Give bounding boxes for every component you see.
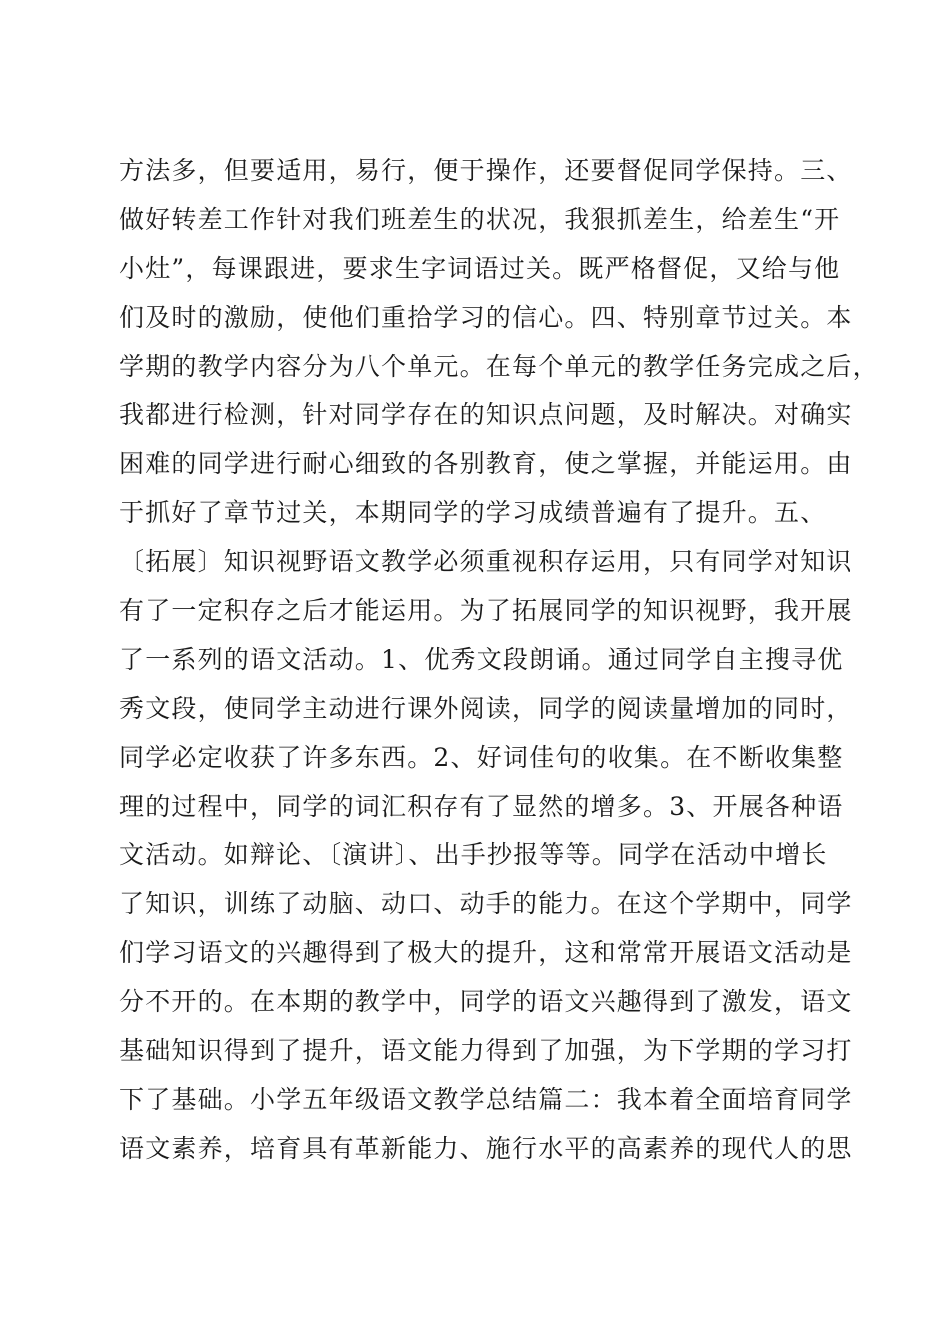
- text-line: 文活动。如辩论、〔演讲〕、出手抄报等等。同学在活动中增长: [119, 840, 828, 870]
- text-line: 〔拓展〕知识视野语文教学必须重视积存运用，只有同学对知识: [119, 547, 853, 577]
- text-line: 学期的教学内容分为八个单元。在每个单元的教学任务完成之后，: [119, 351, 879, 381]
- text-line: 同学必定收获了许多东西。2、好词佳句的收集。在不断收集整: [119, 742, 844, 772]
- text-line: 语文素养，培育具有革新能力、施行水平的高素养的现代人的思: [119, 1133, 853, 1163]
- text-line: 困难的同学进行耐心细致的各别教育，使之掌握，并能运用。由: [119, 449, 853, 479]
- text-line: 们及时的激励，使他们重拾学习的信心。四、特别章节过关。本: [119, 302, 853, 332]
- text-line: 基础知识得到了提升，语文能力得到了加强，为下学期的学习打: [119, 1036, 853, 1066]
- body-text: [119, 147, 879, 1174]
- text-line: 了知识，训练了动脑、动口、动手的能力。在这个学期中，同学: [119, 889, 853, 919]
- text-line: 了一系列的语文活动。1、优秀文段朗诵。通过同学自主搜寻优: [119, 644, 844, 674]
- text-line: 秀文段，使同学主动进行课外阅读，同学的阅读量增加的同时，: [119, 693, 853, 723]
- text-line: 下了基础。小学五年级语文教学总结篇二：我本着全面培育同学: [119, 1084, 853, 1114]
- text-line: 们学习语文的兴趣得到了极大的提升，这和常常开展语文活动是: [119, 938, 853, 968]
- text-line: 方法多，但要适用，易行，便于操作，还要督促同学保持。三、: [119, 156, 853, 185]
- text-line: 做好转差工作针对我们班差生的状况，我狠抓差生，给差生“开: [119, 204, 841, 234]
- text-line: 理的过程中，同学的词汇积存有了显然的增多。3、开展各种语: [119, 791, 844, 821]
- text-line: 小灶”，每课跟进，要求生字词语过关。既严格督促，又给与他: [119, 253, 841, 283]
- text-line: 有了一定积存之后才能运用。为了拓展同学的知识视野，我开展: [119, 596, 853, 626]
- text-line: 于抓好了章节过关，本期同学的学习成绩普遍有了提升。五、: [119, 498, 827, 528]
- text-line: 分不开的。在本期的教学中，同学的语文兴趣得到了激发，语文: [119, 987, 853, 1017]
- text-line: 我都进行检测，针对同学存在的知识点问题，及时解决。对确实: [119, 400, 853, 430]
